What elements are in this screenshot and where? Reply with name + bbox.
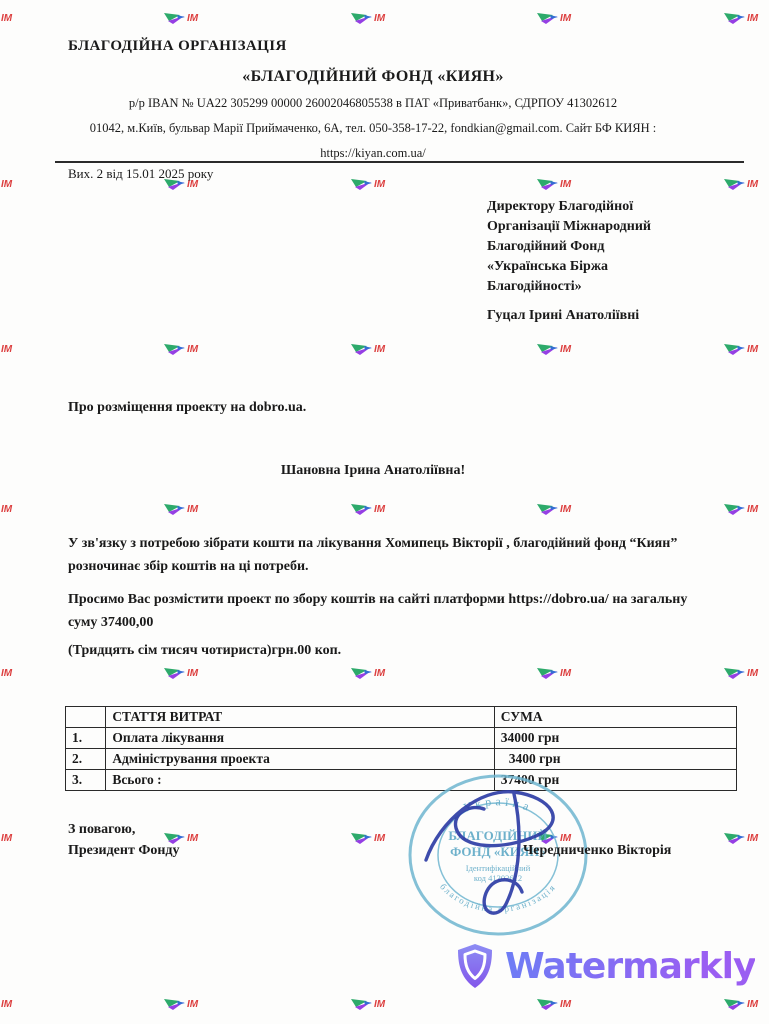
signer-name: Чередниченко Вікторія	[523, 843, 672, 858]
hummingbird-logo-watermark-icon	[0, 829, 23, 845]
row-item: Всього :	[106, 770, 494, 791]
svg-text:ІМ: ІМ	[560, 833, 572, 844]
hummingbird-logo-watermark-icon	[350, 664, 396, 680]
org-title: БЛАГОДІЙНА ОРГАНІЗАЦІЯ	[68, 38, 287, 54]
svg-text:ІМ: ІМ	[1, 833, 13, 844]
svg-text:ІМ: ІМ	[187, 668, 199, 679]
hummingbird-logo-watermark-icon	[350, 829, 396, 845]
svg-text:ІМ: ІМ	[1, 504, 13, 515]
row-sum: 34000 грн	[494, 728, 736, 749]
hummingbird-logo-watermark-icon	[163, 995, 209, 1011]
addressee-line: Директору Благодійної	[487, 199, 634, 214]
hummingbird-logo-watermark-icon	[350, 500, 396, 516]
hummingbird-logo-watermark-icon	[0, 175, 23, 191]
org-address: 01042, м.Київ, бульвар Марії Приймаченко, 6А, тел. 050-358-17-22, fondkian@gmail.com. Сайт БФ КИЯН :	[89, 121, 657, 135]
svg-text:ІМ: ІМ	[560, 504, 572, 515]
svg-text:ІМ: ІМ	[187, 344, 199, 355]
svg-text:ІМ: ІМ	[747, 833, 759, 844]
watermarkly-branding	[455, 943, 755, 989]
row-item: Оплата лікування	[106, 728, 494, 749]
svg-text:ІМ: ІМ	[560, 13, 572, 24]
signature-icon	[418, 762, 598, 932]
addressee-line: Благодійний Фонд	[487, 239, 605, 254]
subject-line: Про розміщення проекту на dobro.ua.	[68, 400, 307, 415]
row-sum: 37400 грн	[494, 770, 736, 791]
svg-text:ІМ: ІМ	[1, 344, 13, 355]
hummingbird-logo-watermark-icon	[723, 995, 769, 1011]
hummingbird-logo-watermark-icon	[536, 340, 582, 356]
row-num: 1.	[66, 728, 106, 749]
handwritten-signature	[418, 762, 598, 932]
svg-text:ІМ: ІМ	[1, 999, 13, 1010]
hummingbird-logo-watermark-icon	[536, 175, 582, 191]
row-item: Адміністрування проекта	[106, 749, 494, 770]
svg-text:ІМ: ІМ	[747, 179, 759, 190]
header-divider	[55, 161, 744, 163]
row-num: 3.	[66, 770, 106, 791]
hummingbird-logo-watermark-icon	[163, 9, 209, 25]
shield-icon	[455, 943, 495, 989]
fund-title: «БЛАГОДІЙНИЙ ФОНД «КИЯН»	[242, 68, 504, 85]
costs-table	[65, 706, 737, 791]
body-paragraph: У зв'язку з потребою зібрати кошти па лікування Хомипець Вікторії , благодійний фонд “Киян” розночинає збір коштів на ці потреби.	[68, 536, 678, 574]
table-row	[66, 749, 737, 770]
addressee-name: Гуцал Ірині Анатоліївні	[487, 308, 640, 323]
col-header-sum: СУМА	[494, 707, 736, 728]
svg-text:ІМ: ІМ	[1, 668, 13, 679]
addressee-line: Благодійності»	[487, 279, 582, 294]
closing-phrase: З повагою,	[68, 822, 136, 837]
stamp-code-value: код 41302612	[473, 873, 523, 883]
svg-text:ІМ: ІМ	[1, 179, 13, 190]
body-paragraph: Просимо Вас розмістити проект по збору коштів на сайті платформи https://dobro.ua/ на загальну суму 37400,00	[68, 592, 688, 630]
hummingbird-logo-watermark-icon	[723, 664, 769, 680]
salutation: Шановна Ірина Анатоліївна!	[280, 463, 466, 478]
hummingbird-logo-watermark-icon	[350, 340, 396, 356]
bank-details: р/р IBAN № UA22 305299 00000 26002046805538 в ПАТ «Приватбанк», СДРПОУ 41302612	[128, 96, 618, 110]
hummingbird-logo-watermark-icon	[163, 500, 209, 516]
svg-text:ІМ: ІМ	[374, 179, 386, 190]
stamp-org-line2: ФОНД «КИЯН»	[450, 844, 546, 859]
stamp-org-line1: БЛАГОДІЙНИЙ	[448, 828, 548, 843]
table-row	[66, 728, 737, 749]
watermarkly-wordmark: Watermarkly	[505, 945, 756, 987]
hummingbird-logo-watermark-icon	[0, 340, 23, 356]
row-num: 2.	[66, 749, 106, 770]
hummingbird-logo-watermark-icon	[350, 175, 396, 191]
col-header-item: СТАТТЯ ВИТРАТ	[106, 707, 494, 728]
addressee-block	[487, 197, 717, 297]
svg-text:ІМ: ІМ	[187, 179, 199, 190]
signer-title: Президент Фонду	[68, 843, 180, 858]
hummingbird-logo-watermark-icon	[0, 9, 23, 25]
svg-text:ІМ: ІМ	[374, 13, 386, 24]
hummingbird-logo-watermark-icon	[536, 9, 582, 25]
svg-text:ІМ: ІМ	[187, 999, 199, 1010]
svg-text:ІМ: ІМ	[560, 344, 572, 355]
body-paragraph: (Тридцять сім тисяч чотириста)грн.00 коп.	[68, 643, 342, 658]
org-website: https://kiyan.com.ua/	[320, 146, 426, 160]
outgoing-ref: Вих. 2 від 15.01 2025 року	[68, 166, 214, 181]
hummingbird-logo-watermark-icon	[163, 664, 209, 680]
svg-text:ІМ: ІМ	[374, 833, 386, 844]
hummingbird-logo-watermark-icon	[723, 500, 769, 516]
hummingbird-logo-watermark-icon	[350, 995, 396, 1011]
svg-text:ІМ: ІМ	[747, 668, 759, 679]
stamp-country: Україна	[461, 794, 535, 815]
svg-text:ІМ: ІМ	[187, 13, 199, 24]
stamp-code-label: Ідентифікаційний	[465, 863, 531, 873]
svg-text:ІМ: ІМ	[747, 13, 759, 24]
addressee-line: «Українська Біржа	[487, 259, 608, 274]
svg-text:ІМ: ІМ	[747, 999, 759, 1010]
svg-text:ІМ: ІМ	[560, 668, 572, 679]
hummingbird-logo-watermark-icon	[0, 995, 23, 1011]
svg-text:ІМ: ІМ	[187, 504, 199, 515]
hummingbird-logo-watermark-icon	[536, 995, 582, 1011]
hummingbird-logo-watermark-icon	[723, 829, 769, 845]
svg-text:ІМ: ІМ	[747, 344, 759, 355]
svg-text:ІМ: ІМ	[374, 504, 386, 515]
hummingbird-logo-watermark-icon	[0, 664, 23, 680]
addressee-line: Організації Міжнародний	[487, 219, 651, 234]
stamp-bottom-text: благодійна організація	[438, 881, 558, 915]
svg-text:ІМ: ІМ	[374, 999, 386, 1010]
svg-text:ІМ: ІМ	[1, 13, 13, 24]
hummingbird-logo-watermark-icon	[536, 664, 582, 680]
hummingbird-logo-watermark-icon	[0, 500, 23, 516]
table-row	[66, 770, 737, 791]
hummingbird-logo-watermark-icon	[723, 9, 769, 25]
svg-text:ІМ: ІМ	[560, 999, 572, 1010]
col-header-num	[66, 707, 106, 728]
svg-text:ІМ: ІМ	[374, 344, 386, 355]
hummingbird-logo-watermark-icon	[350, 9, 396, 25]
hummingbird-logo-watermark-icon	[536, 500, 582, 516]
svg-text:ІМ: ІМ	[747, 504, 759, 515]
svg-text:ІМ: ІМ	[560, 179, 572, 190]
hummingbird-logo-watermark-icon	[163, 340, 209, 356]
hummingbird-logo-watermark-icon	[723, 340, 769, 356]
svg-text:ІМ: ІМ	[187, 833, 199, 844]
table-header-row	[66, 707, 737, 728]
svg-text:ІМ: ІМ	[374, 668, 386, 679]
hummingbird-logo-watermark-icon	[723, 175, 769, 191]
row-sum: 3400 грн	[494, 749, 736, 770]
